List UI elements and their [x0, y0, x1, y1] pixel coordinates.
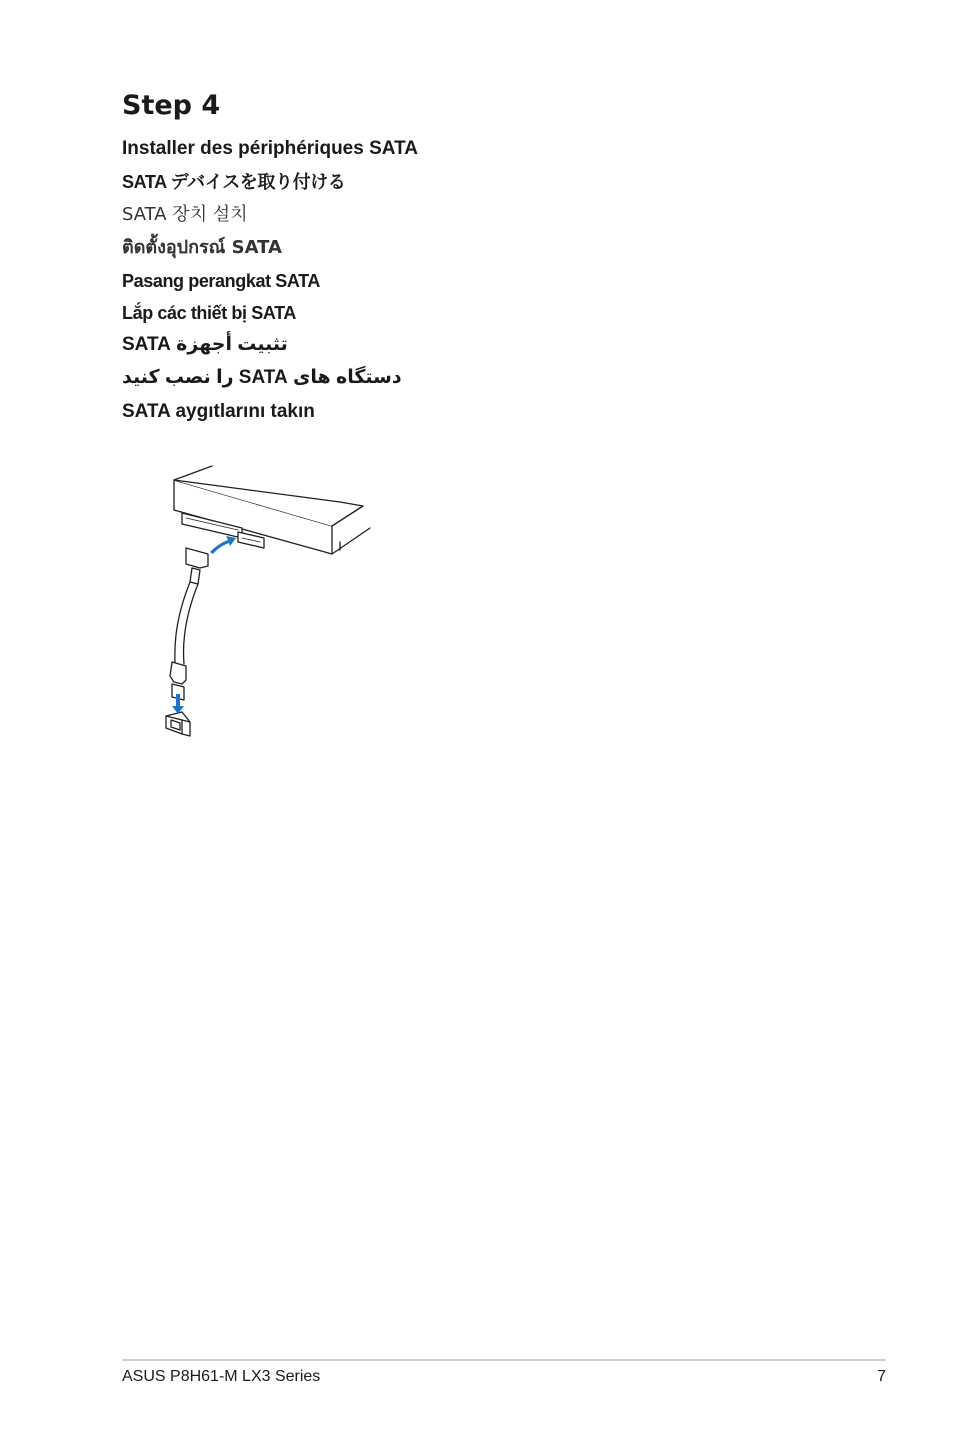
subtitle-vietnamese: Lắp các thiết bị SATA: [122, 303, 296, 323]
step-title: Step 4: [122, 90, 221, 121]
footer-page-number: 7: [877, 1368, 886, 1385]
subtitle-japanese: SATA デバイスを取り付ける: [122, 172, 346, 192]
subtitle-persian: دستگاه های SATA را نصب کنید: [122, 367, 402, 388]
subtitle-korean: SATA 장치 설치: [122, 204, 248, 225]
footer-divider: [122, 1359, 886, 1361]
footer-product-name: ASUS P8H61-M LX3 Series: [122, 1368, 321, 1385]
hard-drive-icon: [174, 466, 370, 554]
subtitle-french: Installer des périphériques SATA: [122, 138, 418, 159]
sata-cable-icon: [170, 548, 208, 700]
subtitle-indonesian: Pasang perangkat SATA: [122, 271, 320, 291]
subtitle-turkish: SATA aygıtlarını takın: [122, 401, 315, 422]
motherboard-sata-port-icon: [166, 712, 190, 736]
sata-installation-illustration: [160, 462, 380, 742]
subtitle-thai: ติดตั้งอุปกรณ์ SATA: [122, 237, 282, 258]
subtitle-arabic: تثبيت أجهزة SATA: [122, 334, 288, 355]
